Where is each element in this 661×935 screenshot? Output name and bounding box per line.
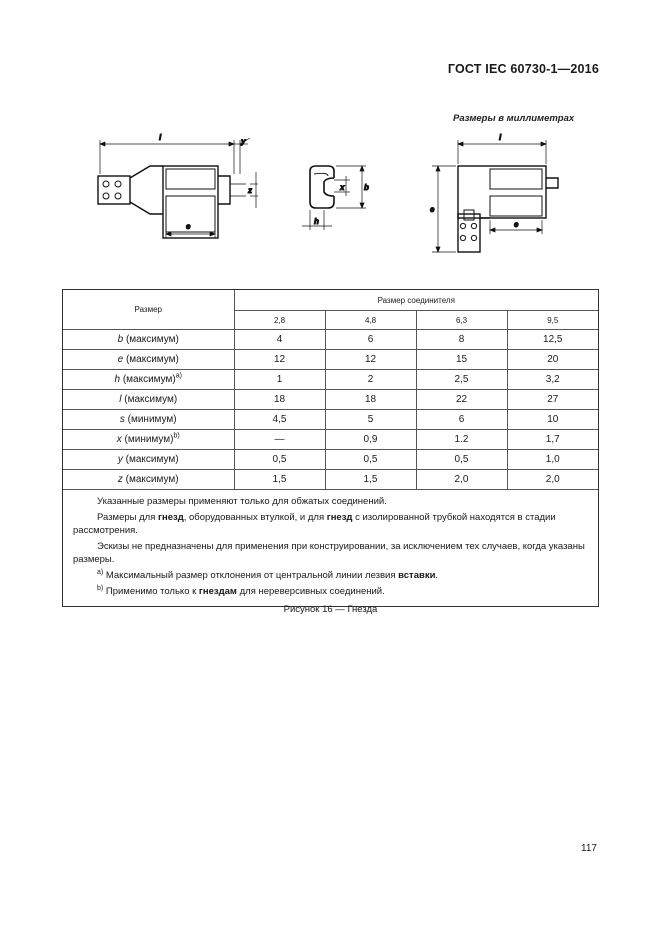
table-cell: 22 [416,390,507,410]
note-crimped-only: Указанные размеры применяют только для обжатых соединений. [97,496,387,507]
table-cell: 27 [507,390,598,410]
socket-drawing [88,126,588,262]
note-under-review: Размеры для гнезд, оборудованных втулкой, и для гнезд с изолированной трубкой находятся в стадии рассмотрения. [73,512,556,536]
table-cell: 3,2 [507,370,598,390]
table-row [63,370,598,390]
footnote-b: $^{b)}$ Применимо только к гнездам для нереверсивных соединений. [97,584,385,597]
row-label: l (максимум) [63,390,234,410]
socket-side-view [98,166,246,238]
dim-label-e-top: e [514,220,519,229]
table-cell: 8 [416,330,507,350]
dimensions-note: Размеры в миллиметрах [453,113,575,124]
figure-caption: Рисунок 16 — Гнезда [283,604,378,615]
table-cell: 5 [325,410,416,430]
note-sketches: Эскизы не предназначены для применения при конструировании, за исключением тех случаев, когда указаны размеры. [73,541,585,565]
table-row [63,330,598,350]
table-cell: 18 [234,390,325,410]
table-cell: 2,0 [507,470,598,490]
header-connector-size: Размер соединителя [234,290,598,311]
table-cell: 6 [325,330,416,350]
table-cell: 4,5 [234,410,325,430]
table-cell: 1,5 [234,470,325,490]
dim-label-h: h [314,217,319,226]
row-label: x (минимум)$^{b)}$ [63,430,234,450]
footnote-a: $^{a)}$ Максимальный размер отклонения от центральной линии лезвия вставки. [97,568,439,581]
table-cell: 4 [234,330,325,350]
table-cell: — [234,430,325,450]
socket-cross-section [310,166,334,208]
table-row [63,350,598,370]
dim-label-x: x [340,183,345,192]
dim-label-z: z [248,186,252,195]
header-size-2-8: 2,8 [234,311,325,330]
dim-label-l: l [159,133,162,142]
table-cell: 1.2 [416,430,507,450]
table-row [63,410,598,430]
header-size-6-3: 6,3 [416,311,507,330]
dim-label-e-vertical: e [430,205,435,214]
header-size-9-5: 9,5 [507,311,598,330]
table-cell: 20 [507,350,598,370]
table-cell: 12 [325,350,416,370]
table-cell: 1,5 [325,470,416,490]
table-cell: 2,0 [416,470,507,490]
header-size-4-8: 4,8 [325,311,416,330]
table-cell: 2,5 [416,370,507,390]
dim-label-l-top: l [499,133,502,142]
header-dimension: Размер [63,290,234,330]
table-cell: 0,9 [325,430,416,450]
row-label: s (минимум) [63,410,234,430]
table-cell: 10 [507,410,598,430]
table-row [63,450,598,470]
dim-label-b: b [364,183,369,192]
table-cell: 12,5 [507,330,598,350]
dim-label-e: e [186,222,191,231]
table-notes [63,490,598,606]
table-cell: 1 [234,370,325,390]
table-cell: 0,5 [325,450,416,470]
table-cell: 0,5 [234,450,325,470]
row-label: e (максимум) [63,350,234,370]
row-label: y (максимум) [63,450,234,470]
table-cell: 12 [234,350,325,370]
document-standard-number: ГОСТ IEC 60730-1—2016 [447,62,599,76]
dimensions-table [63,290,598,490]
table-cell: 2 [325,370,416,390]
table-row [63,390,598,410]
row-label: h (максимум)$^{a)}$ [63,370,234,390]
row-label: z (максимум) [63,470,234,490]
dim-label-y: y [241,137,246,146]
dimensions-table-block [62,289,599,607]
row-label: b (максимум) [63,330,234,350]
table-cell: 6 [416,410,507,430]
table-cell: 1,7 [507,430,598,450]
socket-top-view [458,166,558,252]
table-row [63,470,598,490]
table-cell: 18 [325,390,416,410]
table-cell: 1,0 [507,450,598,470]
table-cell: 15 [416,350,507,370]
page-number: 117 [581,843,597,854]
table-row [63,430,598,450]
table-cell: 0,5 [416,450,507,470]
